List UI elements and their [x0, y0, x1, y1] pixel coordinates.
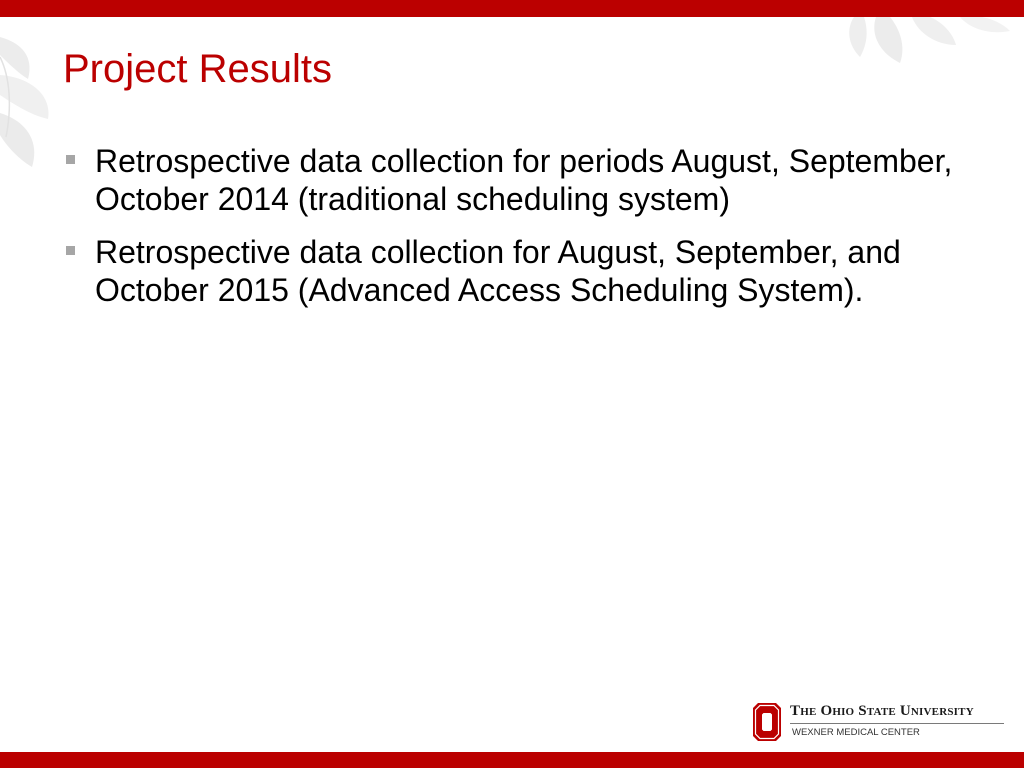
bullet-text: Retrospective data collection for periods August, September, October 2014 (traditional scheduling system): [95, 143, 953, 217]
bullet-item: [63, 233, 963, 309]
top-accent-bar: [0, 0, 1024, 17]
bullet-text: Retrospective data collection for August, September, and October 2015 (Advanced Access Scheduling System).: [95, 234, 901, 308]
bottom-accent-bar: [0, 752, 1024, 768]
slide-title: Project Results: [63, 47, 332, 91]
logo-divider: [790, 723, 1004, 724]
bullet-list: [63, 142, 963, 324]
buckeye-leaf-icon: [820, 17, 1024, 77]
osu-wexner-logo: [752, 702, 1007, 742]
logo-subtitle: WEXNER MEDICAL CENTER: [792, 727, 920, 738]
logo-university-name: The Ohio State University: [790, 703, 974, 719]
block-o-logo-icon: [752, 702, 782, 742]
square-bullet-icon: [66, 246, 75, 255]
bullet-item: [63, 142, 963, 218]
square-bullet-icon: [66, 155, 75, 164]
